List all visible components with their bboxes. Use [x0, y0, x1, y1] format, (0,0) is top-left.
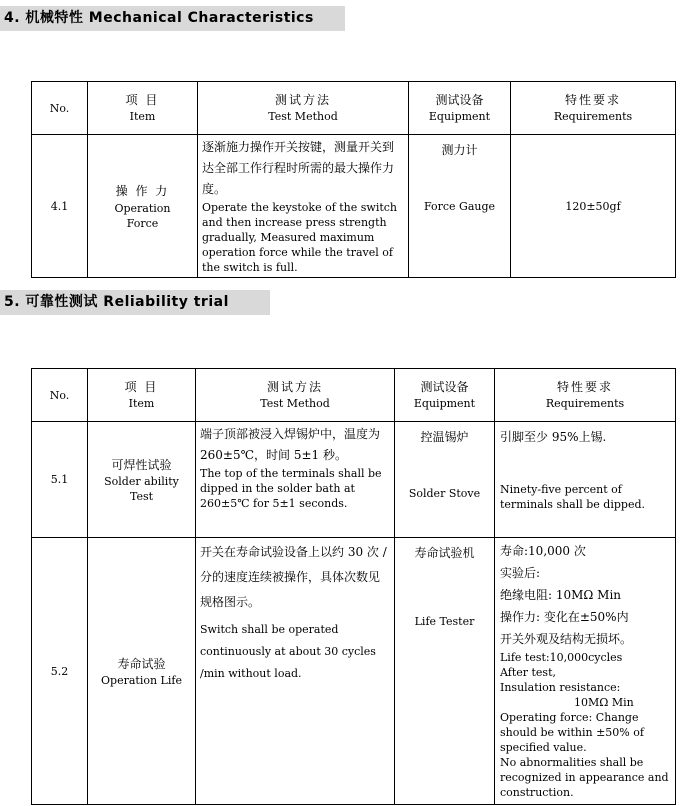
req-en-operating-force: Operating force: Change should be within ±50% of specified value. — [500, 711, 644, 754]
row-method — [198, 135, 409, 278]
header-method-en: Test Method — [268, 110, 338, 123]
header-req-cn: 特性要求 — [556, 380, 613, 394]
row-item-cn: 可焊性试验 — [111, 457, 172, 472]
table-header-row — [32, 369, 676, 422]
header-no-label: No. — [49, 388, 70, 402]
section-5-heading: 5. 可靠性测试 Reliability trial — [0, 290, 270, 315]
header-item — [88, 369, 196, 422]
header-method — [196, 369, 395, 422]
row-equipment — [395, 422, 495, 538]
header-no-label: No. — [49, 101, 70, 115]
req-cn-line: 实验后: — [500, 566, 541, 580]
row-requirement — [495, 422, 676, 538]
row-equipment-en: Force Gauge — [423, 200, 496, 213]
req-en-line: Life test:10,000cycles — [500, 651, 623, 664]
row-item — [88, 135, 198, 278]
row-item — [88, 422, 196, 538]
req-cn-line: 操作力: 变化在±50%内 — [500, 610, 629, 624]
row-item-en-2: Force — [126, 217, 159, 230]
row-method — [196, 538, 395, 805]
header-equipment-cn: 测试设备 — [420, 380, 469, 394]
header-equipment-en: Equipment — [428, 110, 491, 123]
header-equipment-cn: 测试设备 — [435, 93, 484, 107]
req-cn-line: 寿命:10,000 次 — [500, 544, 586, 558]
header-equipment — [409, 82, 511, 135]
table-row — [32, 135, 676, 278]
req-cn-line: 绝缘电阻: 10MΩ Min — [500, 588, 622, 602]
reliability-trial-table — [31, 368, 676, 805]
row-item-en: Operation Life — [101, 673, 182, 687]
header-item-en: Item — [128, 397, 155, 410]
row-method-en: The top of the terminals shall be dipped in the solder bath at 260±5℃ for 5±1 seconds. — [200, 467, 382, 510]
row-no: 5.1 — [32, 422, 88, 538]
mechanical-characteristics-table — [31, 81, 676, 278]
table-header-row — [32, 82, 676, 135]
row-item-cn: 操 作 力 — [115, 184, 170, 198]
header-requirements — [511, 82, 676, 135]
req-cn-line: 开关外观及结构无损坏。 — [500, 632, 633, 646]
row-method-en: Operate the keystoke of the switch and then increase press strength gradually, Measured maximum operation force while the travel of the switch is full. — [202, 201, 398, 274]
row-item-en-1: Operation — [114, 202, 171, 215]
row-method-cn: 逐渐施力操作开关按键，测量开关到达全部工作行程时所需的最大操作力度。 — [202, 140, 395, 196]
header-no — [32, 369, 88, 422]
row-equipment — [395, 538, 495, 805]
req-en-line: After test, — [500, 666, 556, 679]
req-en-indent: 10MΩ Min — [574, 696, 634, 709]
row-no: 5.2 — [32, 538, 88, 805]
header-item-cn: 项 目 — [125, 93, 160, 107]
header-item-en: Item — [129, 110, 156, 123]
table-row — [32, 422, 676, 538]
row-method-cn: 端子顶部被浸入焊锡炉中，温度为 260±5℃，时间 5±1 秒。 — [200, 427, 381, 462]
req-en-abnormalities: No abnormalities shall be recognized in appearance and construction. — [500, 756, 669, 799]
header-req-cn: 特性要求 — [564, 93, 621, 107]
row-item-en-1: Solder ability — [104, 474, 179, 488]
row-requirement — [495, 538, 676, 805]
row-equipment — [409, 135, 511, 278]
row-equipment-cn: 测力计 — [441, 143, 478, 157]
row-equipment-cn: 控温锡炉 — [420, 430, 469, 444]
row-item-cn: 寿命试验 — [117, 656, 166, 671]
row-no: 4.1 — [32, 135, 88, 278]
header-equipment — [395, 369, 495, 422]
row-item-en-2: Test — [129, 489, 154, 503]
header-item — [88, 82, 198, 135]
row-equipment-en: Solder Stove — [408, 487, 481, 500]
row-equipment-cn: 寿命试验机 — [414, 546, 475, 560]
table-row — [32, 538, 676, 805]
header-req-en: Requirements — [545, 397, 625, 410]
header-requirements — [495, 369, 676, 422]
header-method-cn: 测试方法 — [266, 380, 323, 394]
row-req-cn: 引脚至少 95%上锡. — [500, 430, 607, 444]
row-item — [88, 538, 196, 805]
header-method-cn: 测试方法 — [274, 93, 331, 107]
row-method — [196, 422, 395, 538]
row-method-en: Switch shall be operated continuously at about 30 cycles /min without load. — [200, 623, 376, 680]
header-req-en: Requirements — [553, 110, 633, 123]
header-equipment-en: Equipment — [413, 397, 476, 410]
row-requirement: 120±50gf — [511, 135, 676, 278]
req-en-line: Insulation resistance: — [500, 681, 621, 694]
section-4-heading: 4. 机械特性 Mechanical Characteristics — [0, 6, 345, 31]
header-item-cn: 项 目 — [124, 380, 159, 394]
row-req-en: Ninety-five percent of terminals shall be dipped. — [500, 483, 645, 511]
header-no — [32, 82, 88, 135]
header-method-en: Test Method — [260, 397, 330, 410]
header-method — [198, 82, 409, 135]
row-method-cn: 开关在寿命试验设备上以约 30 次 / 分的速度连续被操作，具体次数见规格图示。 — [200, 545, 387, 609]
row-equipment-en: Life Tester — [414, 615, 475, 628]
